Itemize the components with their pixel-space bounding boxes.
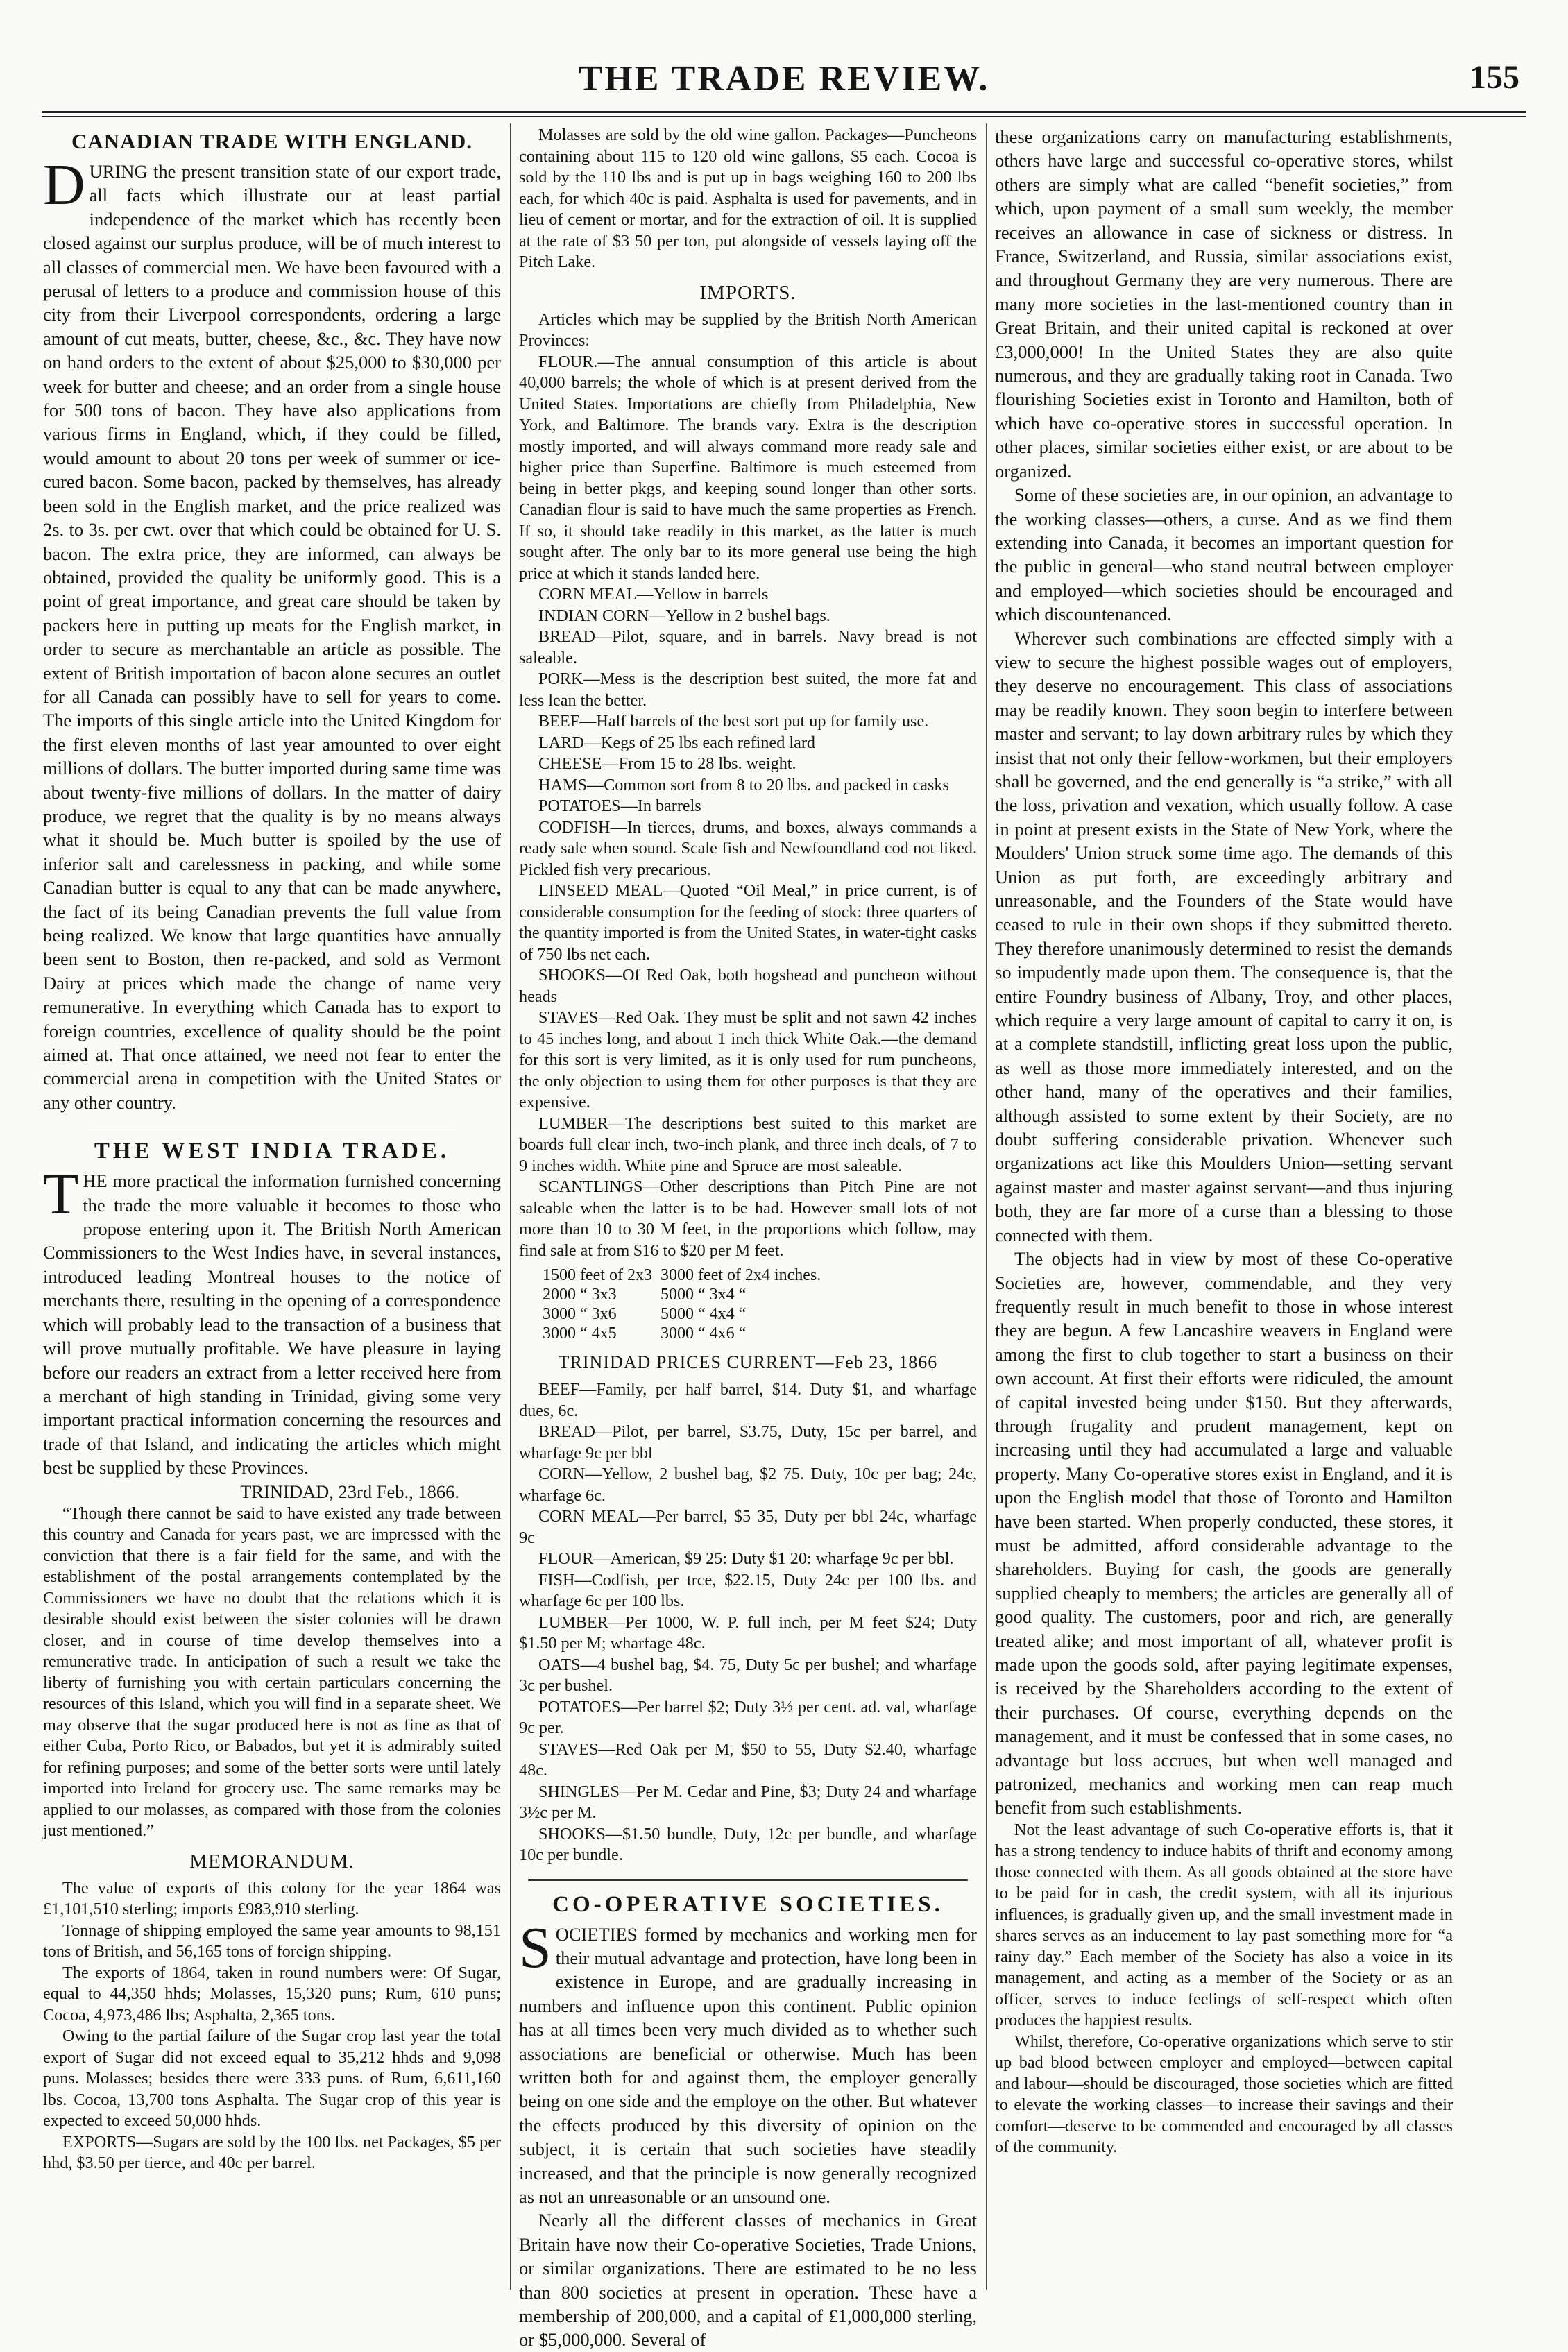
page-header xyxy=(42,58,1526,107)
column-3 xyxy=(995,125,1453,2290)
memo-paragraph: Owing to the partial failure of the Sugar crop last year the total export of Sugar did not exceed equal to 35,212 hhds and 9,098 puns. Molasses; besides there were 333 puns. of Rum, 6,611,160 lbs. Cocoa, 13,700 tons Asphalta. The Sugar crop of this year is expected to exceed 50,000 hhds. xyxy=(43,2027,501,2131)
article-separator xyxy=(528,1879,968,1881)
import-item: BREAD—Pilot, square, and in barrels. Navy bread is not saleable. xyxy=(519,627,977,667)
import-item: CODFISH—In tierces, drums, and boxes, always commands a ready sale when sound. Scale fish and Newfoundland cod not liked. Pickled fish very precarious. xyxy=(519,817,977,879)
import-item: POTATOES—In barrels xyxy=(538,796,701,815)
import-item: LARD—Kegs of 25 lbs each refined lard xyxy=(538,733,815,752)
table-cell: 2000 “ 3x3 xyxy=(543,1286,617,1304)
import-item: SCANTLINGS—Other descriptions than Pitch Pine are not saleable when the latter is to be had. However small lots of not more than 10 to 30 M feet, in the proportions which follow, may find sale at from $16 to $20 per M feet. xyxy=(519,1177,977,1260)
table-cell: 5000 “ 3x4 “ xyxy=(660,1286,747,1304)
price-item: FISH—Codfish, per trce, $22.15, Duty 24c per 100 lbs. and wharfage 6c per 100 lbs. xyxy=(519,1570,977,1610)
imports-title: IMPORTS. xyxy=(699,281,796,304)
price-item: LUMBER—Per 1000, W. P. full inch, per M feet $24; Duty $1.50 per M; wharfage 48c. xyxy=(519,1612,977,1653)
price-item: STAVES—Red Oak per M, $50 to 55, Duty $2.40, wharfage 48c. xyxy=(519,1739,977,1780)
memo-paragraph: The exports of 1864, taken in round numbers were: Of Sugar, equal to 44,350 hhds; Molasses, 15,320 puns; Rum, 610 puns; Cocoa, 4,973,486 lbs; Asphalta, 2,365 tons. xyxy=(43,1963,501,2025)
price-item: OATS—4 bushel bag, $4. 75, Duty 5c per bushel; and wharfage 3c per bushel. xyxy=(519,1655,977,1695)
letter-extract: “Though there cannot be said to have existed any trade between this country and Canada for years past, we are impressed with the conviction that there is a fair field for the same, and with the establishment of the postal arrangements contemplated by the Commissioners we have no doubt that the relations which it is desirable should exist between the sister colonies will be drawn closer, and in course of time develop themselves into a remunerative trade. In anticipation of such a result we take the liberty of furnishing you with certain particulars concerning the resources of this Island, which you will find in a separate sheet. We may observe that the sugar produced here is not as fine as that of either Cuba, Porto Rico, or Babados, but yet it is admirably suited for refining purposes; and some of the better sorts were until lately imported into Ireland for grocery use. The same remarks may be applied to our molasses, as compared with those from the colonies just mentioned.” xyxy=(43,1503,501,1841)
import-item: HAMS—Common sort from 8 to 20 lbs. and packed in casks xyxy=(538,775,949,794)
import-item: LINSEED MEAL—Quoted “Oil Meal,” in price current, is of considerable consumption for the feeding of stock: three quarters of the quantity imported is from the United States, in water-tight casks of 750 lbs net each. xyxy=(519,881,977,964)
article-body-canadian-trade xyxy=(43,153,501,1114)
table-cell: 1500 feet of 2x3 xyxy=(543,1266,652,1284)
memo-paragraph: EXPORTS—Sugars are sold by the 100 lbs. net Packages, $5 per hhd, $3.50 per tierce, and 40c per barrel. xyxy=(43,2132,501,2173)
price-item: CORN—Yellow, 2 bushel bag, $2 75. Duty, 10c per bag; 24c, wharfage 6c. xyxy=(519,1465,977,1505)
import-item: SHOOKS—Of Red Oak, both hogshead and puncheon without heads xyxy=(519,966,977,1006)
article-text: HE more practical the information furnished concerning the trade the more valuable it becomes to those who propose entering upon it. The British North American Commissioners to the West Indies have, in several instances, introduced leading Montreal houses to the notice of merchants there, resulting in the opening of a correspondence which will probably lead to the transaction of a business that will prove mutually profitable. We have pleasure in laying before our readers an extract from a letter received here from a merchant of high standing in Trinidad, giving some very important practical information concerning the resources and trade of that Island, and indicating the articles which might best be supplied by these Provinces. xyxy=(43,1170,501,1478)
import-item: INDIAN CORN—Yellow in 2 bushel bags. xyxy=(538,606,830,625)
article-body-west-india-trade xyxy=(43,1162,501,1479)
article-title-west-india-trade: THE WEST INDIA TRADE. xyxy=(94,1139,450,1164)
import-item: FLOUR.—The annual consumption of this article is about 40,000 barrels; the whole of which is at present derived from the United States. Importations are chiefly from Philadelphia, New York, and Baltimore. The brands vary. Extra is the description mostly imported, and will always command more ready sale and higher price than Superfine. Baltimore is much esteemed from being in better pkgs, and keeping sound longer than other sorts. Canadian flour is said to have much the same properties as French. If so, it should take readily in this market, as the latter is much sought after. The only bar to its more general use being the high price at which it stands landed here. xyxy=(519,352,977,583)
drop-cap: S xyxy=(519,1915,552,1980)
imports-intro: Articles which may be supplied by the British North American Provinces: xyxy=(519,309,977,350)
price-item: CORN MEAL—Per barrel, $5 35, Duty per bbl 24c, wharfage 9c xyxy=(519,1507,977,1547)
table-row xyxy=(538,1304,825,1324)
article-paragraph: Whilst, therefore, Co-operative organizations which serve to stir up bad blood between employer and employed—between capital and labour—should be discouraged, those societies which are fitted to elevate the working classes—to increase their savings and their comfort—deserve to be commended and encouraged by all classes of the community. xyxy=(995,2031,1453,2157)
memo-paragraph: Tonnage of shipping employed the same year amounts to 98,151 tons of British, and 56,165 tons of foreign shipping. xyxy=(43,1920,501,1961)
drop-cap: D xyxy=(43,153,85,217)
memorandum-title: MEMORANDUM. xyxy=(189,1850,355,1873)
price-item: POTATOES—Per barrel $2; Duty 3½ per cent. ad. val, wharfage 9c per. xyxy=(519,1697,977,1737)
import-item: PORK—Mess is the description best suited, the more fat and less lean the better. xyxy=(519,670,977,710)
table-cell: 3000 “ 4x6 “ xyxy=(660,1324,747,1343)
import-item: LUMBER—The descriptions best suited to this market are boards full clear inch, two-inch plank, and three inch deals, of 7 to 9 inches width. White pine and Spruce are most saleable. xyxy=(519,1114,977,1175)
molasses-paragraph: Molasses are sold by the old wine gallon. Packages—Puncheons containing about 115 to 120 old wine gallons, $5 each. Cocoa is sold by the 110 lbs and is put up in bags weighing 160 to 200 lbs each, for which 40c is paid. Asphalta is used for pavements, and in lieu of cement or mortar, and for the extraction of oil. It is supplied at the rate of $3 50 per ton, put alongside of vessels laying off the Pitch Lake. xyxy=(519,126,977,271)
table-cell: 3000 feet of 2x4 inches. xyxy=(660,1266,821,1284)
price-item: BREAD—Pilot, per barrel, $3.75, Duty, 15c per barrel, and wharfage 9c per bbl xyxy=(519,1422,977,1463)
column-divider xyxy=(510,123,511,2290)
article-paragraph: Nearly all the different classes of mechanics in Great Britain have now their Co-operative Societies, Trade Unions, or similar organizations. There are estimated to be no less than 800 societies at present in operation. These have a membership of 200,000, and a capital of £1,000,000 sterling, or $5,000,000. Several of xyxy=(519,2210,977,2351)
column-1 xyxy=(43,125,501,2290)
table-row xyxy=(538,1285,825,1304)
article-paragraph: Wherever such combinations are effected simply with a view to secure the highest possible wages out of employers, they deserve no encouragement. This class of associations may be readily known. They soon begin to interfere between master and servant; to lay down arbitrary rules by which they insist that not only their fellow-workmen, but their employers shall be governed, and the end generally is “a strike,” with all the loss, privation and vexation, which usually follow. A case in point at present exists in the State of New York, where the Moulders' Union struck some time ago. The demands of this Union as put forth, are exceedingly arbitrary and unreasonable, and the Founders of the State would have ceased to rule in their own shops if they submitted thereto. They therefore unanimously determined to resist the demands so impudently made upon them. The consequence is, that the entire Foundry business of Albany, Troy, and other places, which require a very large amount of capital to carry it on, is at a complete standstill, inflicting great loss upon the public, as well as those more immediately interested, and on the other hand, many of the operatives and their families, although assisted to some extent by their Society, are no doubt suffering considerable privation. Whenever such organizations act like this Moulders Union—setting servant against master and master against servant—and thus injuring both, they are far more of a curse than a blessing to those connected with them. xyxy=(995,627,1453,1245)
publication-title: THE TRADE REVIEW. xyxy=(578,59,990,99)
import-item: CORN MEAL—Yellow in barrels xyxy=(538,585,769,604)
article-text: OCIETIES formed by mechanics and working men for their mutual advantage and protection, have long been in existence in Europe, and are gradually increasing in numbers and influence upon this continent. Public opinion has at all times been very much divided as to whether such associations are beneficial or otherwise. Much has been written both for and against them, the employer generally being on one side and the employe on the other. But whatever the effects produced by this diversity of opinion on the subject, it is certain that such societies have steadily increased, and that the principle is now generally recognized as not an unreasonable or an unsound one. xyxy=(519,1923,977,2207)
import-item: STAVES—Red Oak. They must be split and not sawn 42 inches to 45 inches long, and about 1 inch thick White Oak.—the demand for this sort is very limited, as it is only used for rum puncheons, the only objection to using them for other purposes is that they are expensive. xyxy=(519,1008,977,1111)
table-row xyxy=(538,1266,825,1285)
article-text: URING the present transition state of our export trade, all facts which illustrate our at least partial independence of the market which has recently been closed against our surplus produce, will be of much interest to all classes of commercial men. We have been favoured with a perusal of letters to a produce and commission house of this city from their Liverpool correspondents, ordering a large amount of cut meats, butter, cheese, &c., &c. They have now on hand orders to the extent of about $25,000 to $30,000 per week for butter and cheese; and an order from a single house for 500 tons of bacon. They have also applications from various firms in England, which, if they could be filled, would amount to about 20 tons per week of summer or ice-cured bacon. Some bacon, packed by themselves, has already been sold in the English market, and the price realized was 2s. to 3s. per cwt. over that which could be obtained for U. S. bacon. The extra price, they are informed, can always be obtained, provided the quality be uniformly good. This is a point of great importance, and great care should be taken by packers here in putting up meats for the English market, in order to secure as merchantable an article as possible. The extent of British importation of bacon alone secures an outlet for all Canada can possibly have to sell for years to come. The imports of this single article into the United Kingdom for the first eleven months of last year amounted to over eight millions of dollars. The butter imported during same time was about twenty-five millions of dollars. In the matter of dairy produce, we regret that the quality is by no means always what it should be. Much butter is spoiled by the use of inferior salt and carelessness in packing, and while some Canadian butter is equal to any that can be made anywhere, the fact of its being Canadian prevents the full value from being realized. We know that large quantities have annually been sent to Boston, then re-packed, and sold as Vermont Dairy at prices which made the change of name very remunerative. In everything which Canada has to export to foreign countries, excellence of quality should be the point aimed at. That once attained, we need not fear to enter the commercial arena in competition with the United States or any other country. xyxy=(43,161,501,1113)
header-rule xyxy=(42,111,1526,113)
drop-cap: T xyxy=(43,1162,79,1227)
price-item: BEEF—Family, per half barrel, $14. Duty $1, and wharfage dues, 6c. xyxy=(519,1380,977,1420)
article-title-canadian-trade: CANADIAN TRADE WITH ENGLAND. xyxy=(71,129,473,153)
table-cell: 3000 “ 3x6 xyxy=(543,1305,617,1323)
table-cell: 5000 “ 4x4 “ xyxy=(660,1305,747,1323)
article-paragraph: Some of these societies are, in our opinion, an advantage to the working classes—others, a curse. And as we find them extending into Canada, it becomes an important question for the public in general—who stand neutral between employer and employed—which societies should be encouraged and which discountenanced. xyxy=(995,484,1453,625)
import-item: CHEESE—From 15 to 28 lbs. weight. xyxy=(538,754,796,773)
article-title-cooperative: CO-OPERATIVE SOCIETIES. xyxy=(552,1891,944,1917)
price-item: SHOOKS—$1.50 bundle, Duty, 12c per bundle, and wharfage 10c per bundle. xyxy=(519,1824,977,1864)
header-rule-thin xyxy=(42,116,1526,117)
page-number: 155 xyxy=(1469,59,1519,96)
letter-dateline: TRINIDAD, 23rd Feb., 1866. xyxy=(240,1481,459,1502)
article-paragraph: Not the least advantage of such Co-operative efforts is, that it has a strong tendency to induce habits of thrift and economy among those connected with them. As all goods obtained at the store have to be paid for in cash, the credit system, with all its injurious influences, is gradually given up, and the small investment made in shares serves as an inducement to lay past something more for “a rainy day.” Each member of the Society has also a voice in its management, and acting as a member of the Society or as an officer, serves to induce feelings of self-respect which often produces the happiest results. xyxy=(995,1820,1453,2030)
import-item: BEEF—Half barrels of the best sort put up for family use. xyxy=(538,712,929,731)
lumber-proportions-table xyxy=(538,1266,825,1343)
article-body-cooperative xyxy=(519,1915,977,2209)
article-paragraph: The objects had in view by most of these Co-operative Societies are, however, commendable, and they very frequently result in much benefit to those in whose interest they are begun. A few Lancashire weavers in England were among the first to club together to start a business on their own account. At first their efforts were ridiculed, the amount of capital invested being under $150. But they afterwards, through frugality and prudent management, kept on increasing until they had accumulated a large and valuable property. Many Co-operative stores exist in England, and it is upon the English model that those of Toronto and Hamilton have been started. When properly conducted, these stores, it must be admitted, afford considerable advantage to the shareholders. Buying for cash, the goods are generally supplied cheaply to members; the articles are generally all of good quality. The customers, poor and rich, are generally treated alike; and most important of all, whatever profit is made upon the goods sold, after paying legitimate expenses, is received by the Shareholders according to the extent of their purchases. Of course, everything depends on the management, and it must be confessed that in some cases, no advantage but loss accrues, but when well managed and patronized, mechanics and working men can reap much benefit from such establishments. xyxy=(995,1248,1453,1818)
table-cell: 3000 “ 4x5 xyxy=(543,1324,617,1343)
table-row xyxy=(538,1324,825,1343)
price-item: SHINGLES—Per M. Cedar and Pine, $3; Duty 24 and wharfage 3½c per M. xyxy=(519,1782,977,1822)
memo-paragraph: The value of exports of this colony for the year 1864 was £1,101,510 sterling; imports £983,910 sterling. xyxy=(43,1878,501,1919)
price-item: FLOUR—American, $9 25: Duty $1 20: wharfage 9c per bbl. xyxy=(538,1549,954,1568)
trinidad-prices-title: TRINIDAD PRICES CURRENT—Feb 23, 1866 xyxy=(558,1352,938,1372)
column-2 xyxy=(519,125,977,2351)
column-divider xyxy=(986,123,987,2290)
article-paragraph: these organizations carry on manufacturing establishments, others have large and successful co-operative stores, whilst others are simply what are called “benefit societies,” from which, upon payment of a small sum weekly, the member receives an allowance in case of sickness or distress. In France, Switzerland, and Russia, similar associations exist, and throughout Germany they are very numerous. There are many more societies in the last-mentioned country than in Great Britain, and their united capital is reckoned at over £3,000,000! In the United States they are also quite numerous, and they are gradually taking root in Canada. Two flourishing Societies exist in Toronto and Hamilton, both of which have co-operative stores in successful operation. In other places, similar societies either exist, or are about to be organized. xyxy=(995,126,1453,482)
